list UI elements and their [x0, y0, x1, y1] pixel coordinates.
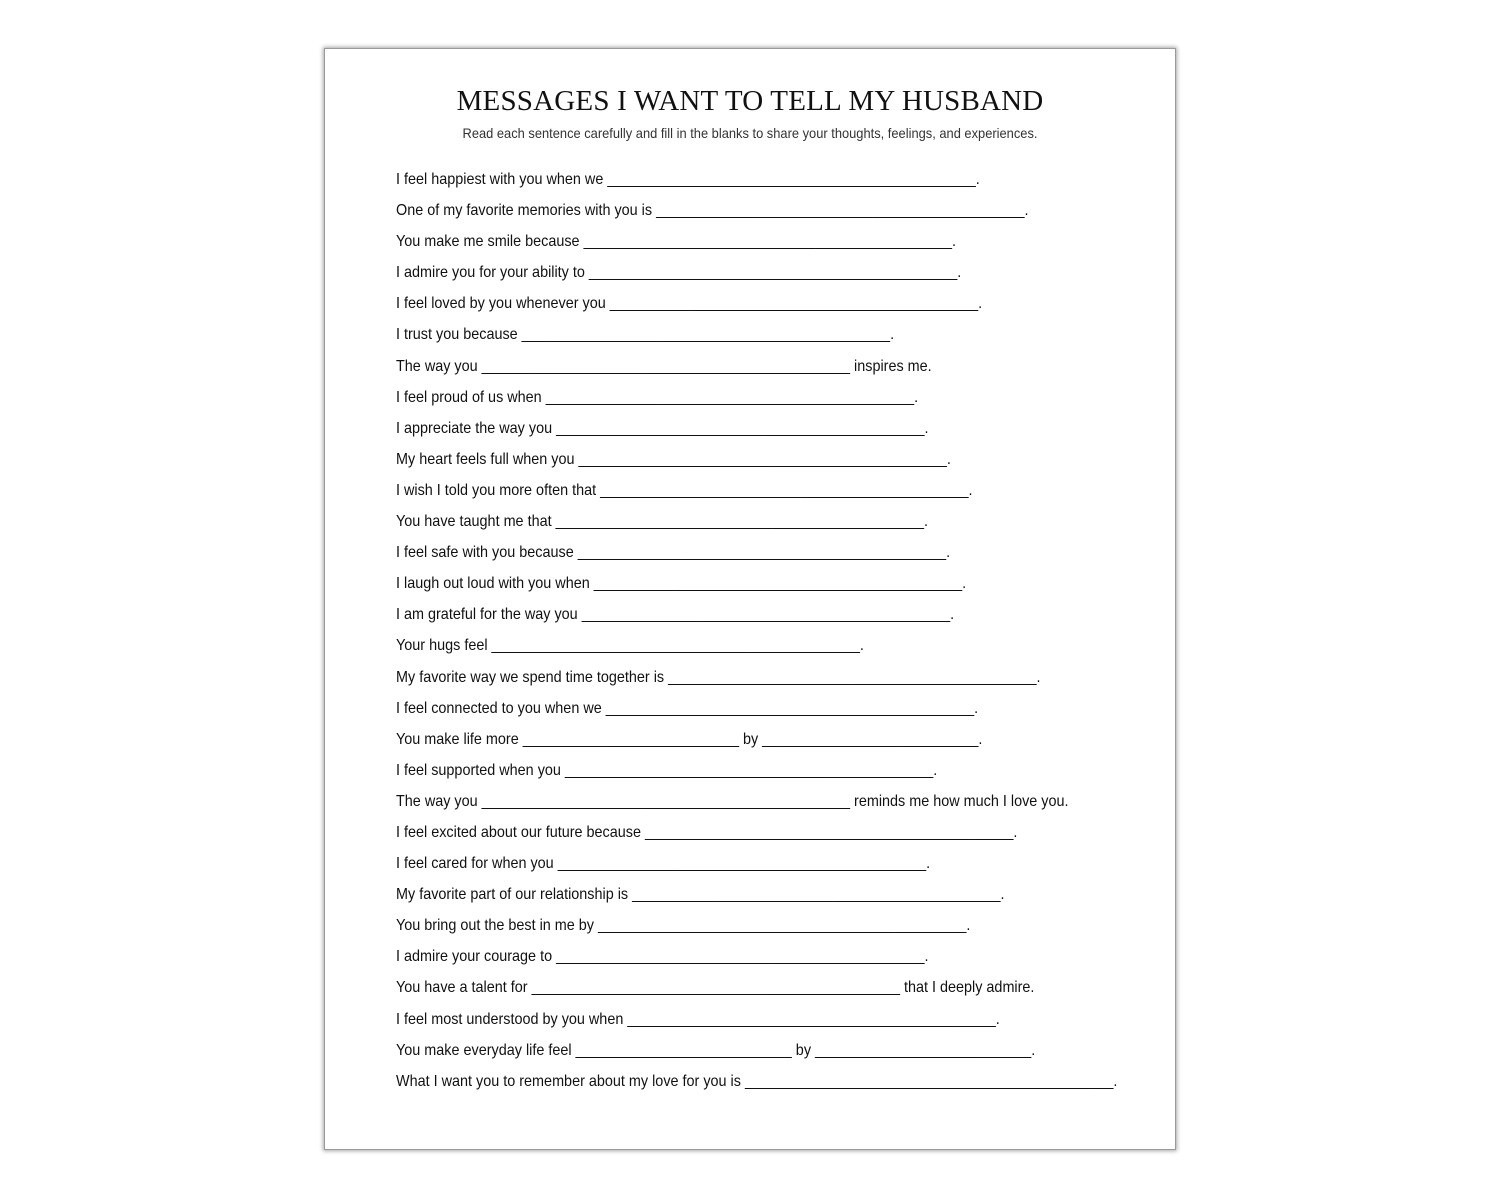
prompt-line: You make life more ___________________________ by ___________________________. — [396, 730, 983, 748]
prompt-line: I trust you because ______________________________________________. — [396, 326, 895, 344]
prompt-line: I feel safe with you because ______________________________________________. — [396, 544, 951, 562]
prompt-line: You make everyday life feel ___________________________ by ___________________________. — [396, 1041, 1036, 1059]
prompt-list — [396, 164, 1156, 1097]
prompt-line: You make me smile because ______________________________________________. — [396, 233, 956, 251]
prompt-line: I feel proud of us when ______________________________________________. — [396, 388, 919, 406]
prompt-line: I admire you for your ability to ______________________________________________. — [396, 264, 962, 282]
prompt-line: I feel loved by you whenever you ______________________________________________. — [396, 295, 983, 313]
prompt-line: I feel cared for when you ______________________________________________. — [396, 855, 931, 873]
prompt-line: You bring out the best in me by ______________________________________________. — [396, 917, 971, 935]
prompt-line: Your hugs feel ______________________________________________. — [396, 637, 864, 655]
worksheet-title: MESSAGES I WANT TO TELL MY HUSBAND — [456, 85, 1044, 117]
prompt-line: I wish I told you more often that ______________________________________________. — [396, 481, 973, 499]
prompt-line: You have a talent for ______________________________________________ that I deeply admire. — [396, 979, 1035, 997]
prompt-line: My favorite part of our relationship is ______________________________________________. — [396, 886, 1005, 904]
prompt-line: I feel supported when you ______________________________________________. — [396, 761, 938, 779]
prompt-line: I admire your courage to ______________________________________________. — [396, 948, 929, 966]
prompt-line: The way you ______________________________________________ inspires me. — [396, 357, 932, 375]
prompt-line: One of my favorite memories with you is ______________________________________________. — [396, 202, 1029, 220]
prompt-line: I feel connected to you when we ______________________________________________. — [396, 699, 979, 717]
prompt-line: I appreciate the way you ______________________________________________. — [396, 419, 929, 437]
prompt-line: I feel excited about our future because ______________________________________________. — [396, 823, 1018, 841]
prompt-line: I feel most understood by you when ______________________________________________. — [396, 1010, 1000, 1028]
worksheet-instructions: Read each sentence carefully and fill in the blanks to share your thoughts, feelings, and experiences. — [462, 125, 1038, 141]
prompt-line: The way you ______________________________________________ reminds me how much I love you. — [396, 792, 1069, 810]
prompt-line: I feel happiest with you when we ______________________________________________. — [396, 171, 980, 188]
prompt-line: What I want you to remember about my love for you is ______________________________________________. — [396, 1072, 1118, 1090]
prompt-line: My favorite way we spend time together is ______________________________________________. — [396, 668, 1041, 686]
prompt-line: My heart feels full when you ______________________________________________. — [396, 450, 951, 468]
prompt-line: I am grateful for the way you ______________________________________________. — [396, 606, 955, 624]
worksheet-page — [324, 48, 1176, 1150]
prompt-line: You have taught me that ______________________________________________. — [396, 513, 928, 531]
prompt-line: I laugh out loud with you when ______________________________________________. — [396, 575, 967, 593]
